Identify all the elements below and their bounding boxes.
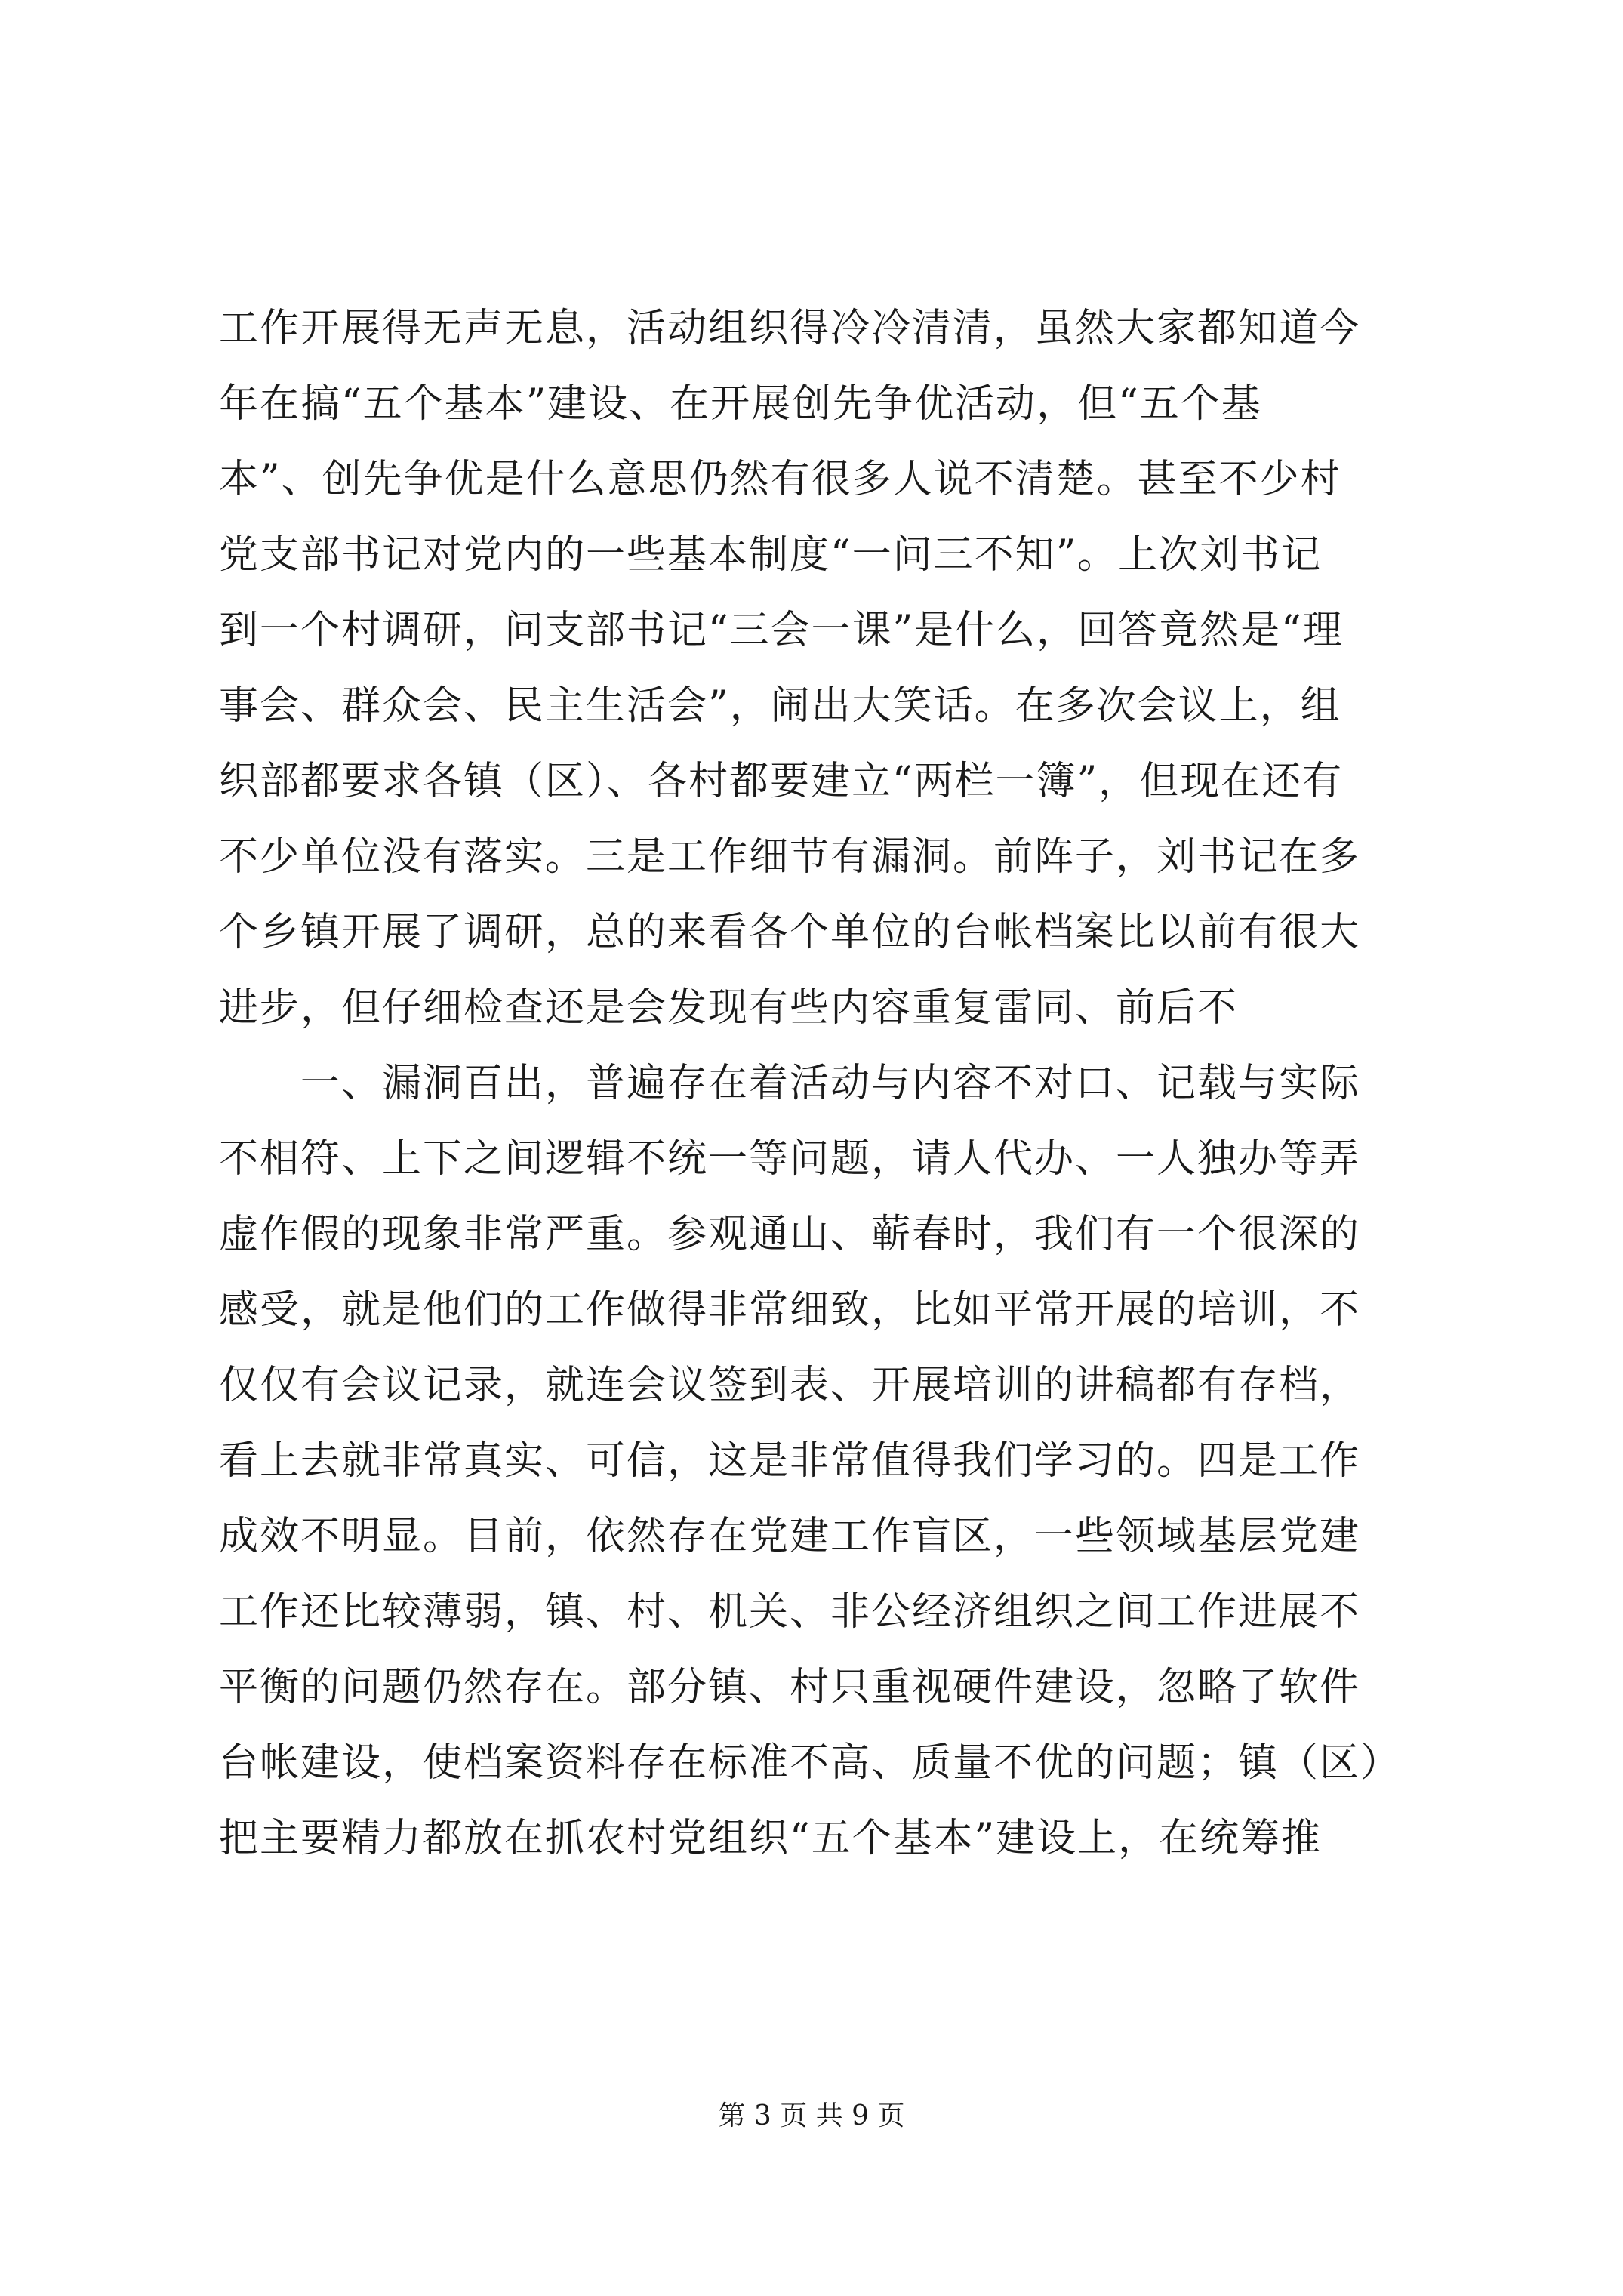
text-line: 个乡镇开展了调研，总的来看各个单位的台帐档案比以前有很大 <box>219 910 1361 955</box>
text-line: 把主要精力都放在抓农村党组织“五个基本”建设上，在统筹推 <box>219 1816 1323 1861</box>
text-line: 年在搞“五个基本”建设、在开展创先争优活动，但“五个基 <box>219 381 1262 427</box>
text-line: 工作开展得无声无息，活动组织得冷冷清清，虽然大家都知道今 <box>219 306 1361 351</box>
page-number-footer: 第 3 页 共 9 页 <box>718 2100 905 2131</box>
body-text <box>219 291 1412 1876</box>
text-line: 感受，就是他们的工作做得非常细致，比如平常开展的培训，不 <box>219 1287 1361 1333</box>
text-line: 事会、群众会、民主生活会”，闹出大笑话。在多次会议上，组 <box>219 683 1341 729</box>
text-line: 台帐建设，使档案资料存在标准不高、质量不优的问题；镇（区） <box>219 1740 1402 1786</box>
text-line: 成效不明显。目前，依然存在党建工作盲区，一些领域基层党建 <box>219 1514 1361 1559</box>
text-line: 到一个村调研，问支部书记“三会一课”是什么，回答竟然是“理 <box>219 608 1344 653</box>
text-line: 看上去就非常真实、可信，这是非常值得我们学习的。四是工作 <box>219 1438 1361 1484</box>
text-line: 不少单位没有落实。三是工作细节有漏洞。前阵子，刘书记在多 <box>219 834 1361 880</box>
text-line: 仅仅有会议记录，就连会议签到表、开展培训的讲稿都有存档， <box>219 1363 1361 1408</box>
text-line: 不相符、上下之间逻辑不统一等问题，请人代办、一人独办等弄 <box>219 1136 1361 1182</box>
text-line: 工作还比较薄弱，镇、村、机关、非公经济组织之间工作进展不 <box>219 1589 1361 1635</box>
text-line: 平衡的问题仍然存在。部分镇、村只重视硬件建设，忽略了软件 <box>219 1665 1361 1710</box>
text-line: 织部都要求各镇（区）、各村都要建立“两栏一簿”，但现在还有 <box>219 759 1344 804</box>
text-line: 本”、创先争优是什么意思仍然有很多人说不清楚。甚至不少村 <box>219 457 1341 502</box>
text-line: 党支部书记对党内的一些基本制度“一问三不知”。上次刘书记 <box>219 532 1323 578</box>
text-line: 一、漏洞百出，普遍存在着活动与内容不对口、记载与实际 <box>219 1061 1361 1106</box>
text-line: 进步，但仔细检查还是会发现有些内容重复雷同、前后不 <box>219 985 1239 1031</box>
text-line: 虚作假的现象非常严重。参观通山、蕲春时，我们有一个很深的 <box>219 1212 1361 1257</box>
